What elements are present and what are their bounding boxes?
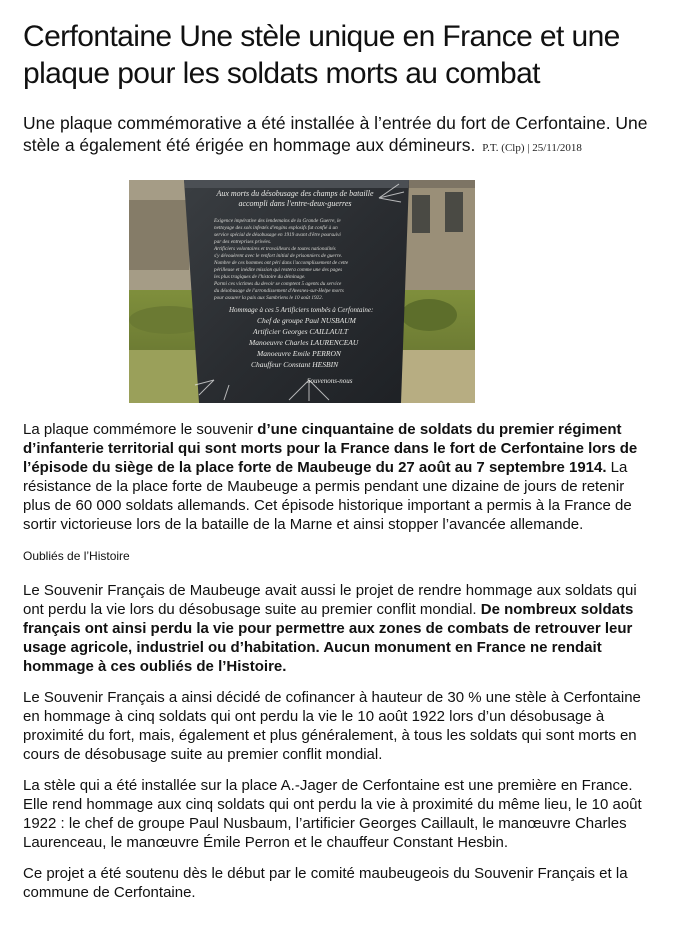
svg-text:accompli dans l'entre-deux-gue: accompli dans l'entre-deux-guerres [238, 199, 352, 208]
svg-text:les plus tragiques de l'histoi: les plus tragiques de l'histoire du déminage. [214, 274, 306, 280]
article [23, 18, 651, 901]
article-body [23, 420, 649, 914]
plaque-name: Chauffeur Constant HESBIN [251, 360, 339, 369]
plaque-name: Chef de groupe Paul NUSBAUM [257, 316, 356, 325]
svg-text:s'y dévouèrent avec le renfort: s'y dévouèrent avec le renfort initial de prisonniers de guerre. [214, 253, 343, 259]
svg-text:Artificiers volontaires et tra: Artificiers volontaires et travailleurs de toutes nationalités [214, 246, 336, 252]
section-subheading: Oubliés de l’Histoire [23, 549, 130, 563]
plaque-body-lines [213, 218, 349, 301]
svg-text:du désobusage de l'arrondissem: du désobusage de l'arrondissement d'Avesnes-sur-Helpe morts [214, 288, 344, 294]
byline: P.T. (Clp) | 25/11/2018 [482, 142, 582, 154]
stele-photo-illustration [129, 180, 475, 403]
paragraph: Le Souvenir Français a ainsi décidé de cofinancer à hauteur de 30 % une stèle à Cerfontaine en hommage à cinq soldats qui ont perdu la vie le 10 août 1922 lors d’un désobusage à proximité du fort, mais, également et plus généralement, à tous les soldats qui sont morts en cours de désobusage suite au premier conflit mondial. [23, 689, 641, 763]
svg-text:nettoyage des sols infestés d': nettoyage des sols infestés d'engins explosifs fut confié à un [214, 225, 338, 231]
lead-text: Une plaque commémorative a été installée à l’entrée du fort de Cerfontaine. Une stèle a également été érigée en hommage aux démineurs. [23, 113, 648, 155]
plaque-heading-line: Aux morts du désobusage des champs de bataille [216, 189, 374, 198]
svg-text:Parmi ces victimes du devoir s: Parmi ces victimes du devoir se comptent 5 agents du service [214, 281, 342, 287]
plaque-closing: Souvenons-nous [307, 377, 353, 385]
svg-text:par des entreprises privées.: par des entreprises privées. [214, 239, 272, 245]
article-title: Cerfontaine Une stèle unique en France et une plaque pour les soldats morts au combat [23, 20, 620, 90]
paragraph: Ce projet a été soutenu dès le début par le comité maubeugeois du Souvenir Français et la commune de Cerfontaine. [23, 865, 628, 901]
svg-text:pour assurer la paix aux Sambr: pour assurer la paix aux Sambriens le 10 août 1922. [214, 295, 324, 301]
svg-text:Nombre de ces hommes ont péri: Nombre de ces hommes ont péri dans l'accomplissement de cette [214, 260, 349, 266]
svg-text:périlleuse et inédite mission: périlleuse et inédite mission qui restera comme une des pages [214, 267, 343, 273]
emphasis: d’une cinquantaine de soldats du premier régiment d’infanterie territorial qui sont morts pour la France dans le fort de Cerfontaine lors de l’épisode du siège de la place forte de Maubeuge du 27 août au 7 septembre 1914. [23, 421, 638, 476]
plaque-homage: Hommage à ces 5 Artificiers tombés à Cerfontaine: [229, 306, 374, 314]
paragraph: Le Souvenir Français de Maubeuge avait aussi le projet de rendre hommage aux soldats qui ont perdu la vie lors du désobusage suite au premier conflit mondial. De nombreux soldats français ont ainsi perdu la vie pour permettre aux zones de combats de retrouver leur usage agricole, industriel ou d’habitation. Aucun monument en France ne rendait hommage à ces oubliés de l’Histoire. [23, 582, 637, 675]
plaque-name: Manoeuvre Charles LAURENCEAU [249, 338, 359, 347]
svg-text:Exigence impérative des lendem: Exigence impérative des lendemains de la Grande Guerre, le [214, 218, 341, 224]
paragraph: La stèle qui a été installée sur la place A.-Jager de Cerfontaine est une première en France. Elle rend hommage aux cinq soldats qui ont perdu la vie à proximité du même lieu, le 10 août 1922 : le chef de groupe Paul Nusbaum, l’artificier Georges Caillault, le manœuvre Charles Laurenceau, le manœuvre Émile Perron et le chauffeur Constant Hesbin. [23, 777, 642, 851]
paragraph: La plaque commémore le souvenir d’une cinquantaine de soldats du premier régiment d’infanterie territorial qui sont morts pour la France dans le fort de Cerfontaine lors de l’épisode du siège de la place forte de Maubeuge du 27 août au 7 septembre 1914. La résistance de la place forte de Maubeuge a permis pendant une dizaine de jours de retenir plus de 60 000 soldats allemands. Cet épisode historique important a permis à la France de sortir victorieuse lors de la bataille de la Marne et ainsi stopper l’avancée allemande. [23, 421, 638, 533]
plaque-name: Manoeuvre Emile PERRON [257, 349, 341, 358]
emphasis: De nombreux soldats français ont ainsi perdu la vie pour permettre aux zones de combats de retrouver leur usage agricole, industriel ou d’habitation. Aucun monument en France ne rendait hommage à ces oubliés de l’Histoire. [23, 601, 634, 675]
stele-photo[interactable] [129, 180, 475, 403]
svg-text:service spécial de désobusage: service spécial de désobusage en 1919 avant d'être poursuivi [214, 232, 341, 238]
plaque-name: Artificier Georges CAILLAULT [253, 327, 348, 336]
article-lead [23, 112, 651, 159]
